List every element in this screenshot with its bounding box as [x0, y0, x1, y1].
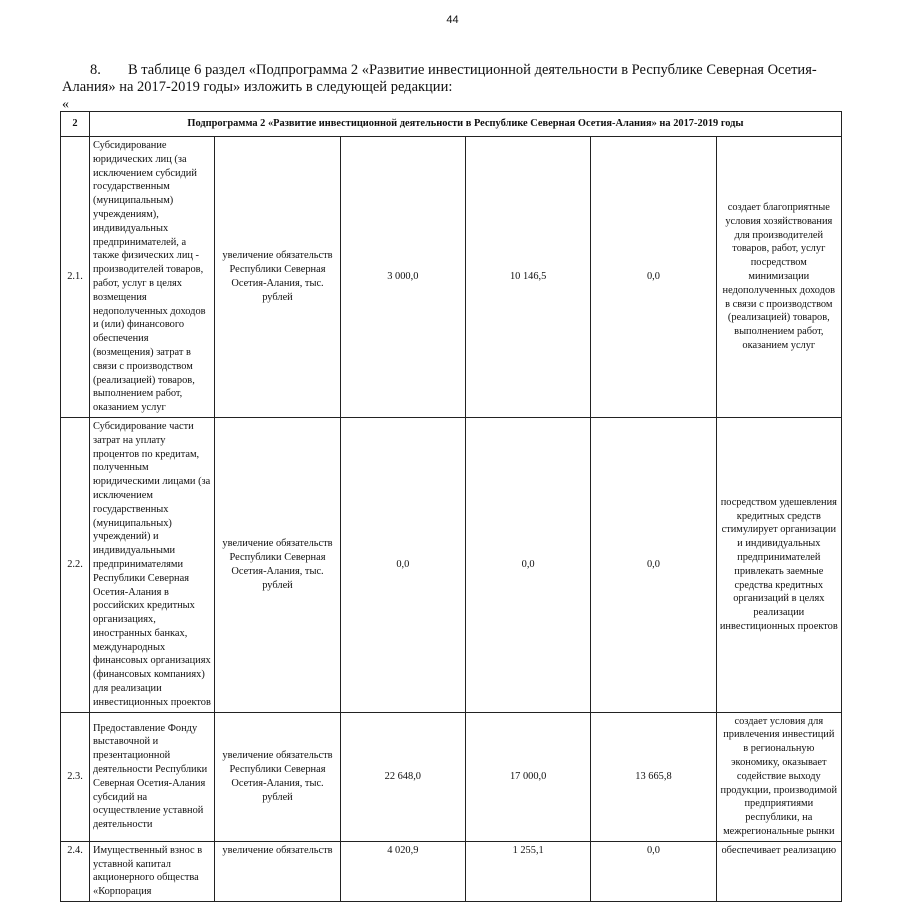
row-value-2018: 1 255,1	[465, 841, 590, 901]
row-value-2019: 13 665,8	[591, 712, 716, 841]
row-effect: обеспечивает реализацию	[716, 841, 841, 901]
intro-paragraph	[62, 62, 862, 96]
row-value-2017: 4 020,9	[340, 841, 465, 901]
row-measure-name: Предоставление Фонду выставочной и презентационной деятельности Республики Северная Осетия-Алания субсидий на осуществление уставной деятельности	[90, 712, 215, 841]
table-row	[61, 841, 842, 901]
table-row	[61, 712, 842, 841]
subprogram-table	[60, 111, 842, 902]
row-effect: посредством удешевления кредитных средств стимулирует организации и индивидуальных предпринимателей привлекать заемные средства кредитных организаций в целях реализации инвестиционных проектов	[716, 417, 841, 712]
row-number: 2.1.	[61, 137, 90, 418]
header-number: 2	[61, 112, 90, 137]
row-number: 2.3.	[61, 712, 90, 841]
row-value-2019: 0,0	[591, 137, 716, 418]
row-value-2019: 0,0	[591, 417, 716, 712]
table-header-row	[61, 112, 842, 137]
intro-item-number: 8.	[90, 62, 101, 78]
row-measure-name: Субсидирование части затрат на уплату процентов по кредитам, полученным юридическими лицами (за исключением государственных (муниципальных) учреждений) и индивидуальными предпринимателями Республики Северная Осетия-Алания в российских кредитных организациях, иностранных банках, международных финансовых организациях (финансовых компаниях) для реализации инвестиционных проектов	[90, 417, 215, 712]
row-indicator: увеличение обязательств	[215, 841, 340, 901]
table-row	[61, 137, 842, 418]
row-value-2018: 17 000,0	[465, 712, 590, 841]
row-value-2018: 10 146,5	[465, 137, 590, 418]
row-value-2019: 0,0	[591, 841, 716, 901]
row-value-2017: 0,0	[340, 417, 465, 712]
row-indicator: увеличение обязательств Республики Северная Осетия-Алания, тыс. рублей	[215, 712, 340, 841]
row-measure-name: Имущественный взнос в уставной капитал акционерного общества «Корпорация	[90, 841, 215, 901]
row-number: 2.2.	[61, 417, 90, 712]
page-number: 44	[446, 14, 459, 26]
row-measure-name: Субсидирование юридических лиц (за исключением субсидий государственным (муниципальным) учреждениям), индивидуальных предпринимателей, а также физических лиц - производителей товаров, работ, услуг в целях возмещения недополученных доходов и (или) финансового обеспечения (возмещения) затрат в связи с производством (реализацией) товаров, выполнением работ, оказанием услуг	[90, 137, 215, 418]
row-indicator: увеличение обязательств Республики Северная Осетия-Алания, тыс. рублей	[215, 137, 340, 418]
row-indicator: увеличение обязательств Республики Северная Осетия-Алания, тыс. рублей	[215, 417, 340, 712]
row-value-2017: 3 000,0	[340, 137, 465, 418]
row-effect: создает условия для привлечения инвестиций в региональную экономику, оказывает содействие выходу продукции, производимой предприятиями республики, на межрегиональные рынки	[716, 712, 841, 841]
table-row	[61, 417, 842, 712]
row-value-2017: 22 648,0	[340, 712, 465, 841]
opening-quote: «	[62, 97, 69, 112]
header-title: Подпрограмма 2 «Развитие инвестиционной деятельности в Республике Северная Осетия-Алания» на 2017-2019 годы	[90, 112, 842, 137]
row-number: 2.4.	[61, 841, 90, 901]
intro-text: В таблице 6 раздел «Подпрограмма 2 «Развитие инвестиционной деятельности в Республике Северная Осетия-Алания» на 2017-2019 годы» изложить в следующей редакции:	[62, 62, 817, 95]
row-effect: создает благоприятные условия хозяйствования для производителей товаров, работ, услуг посредством минимизации недополученных доходов в связи с производством (реализацией) товаров, выполнением работ, оказанием услуг	[716, 137, 841, 418]
row-value-2018: 0,0	[465, 417, 590, 712]
